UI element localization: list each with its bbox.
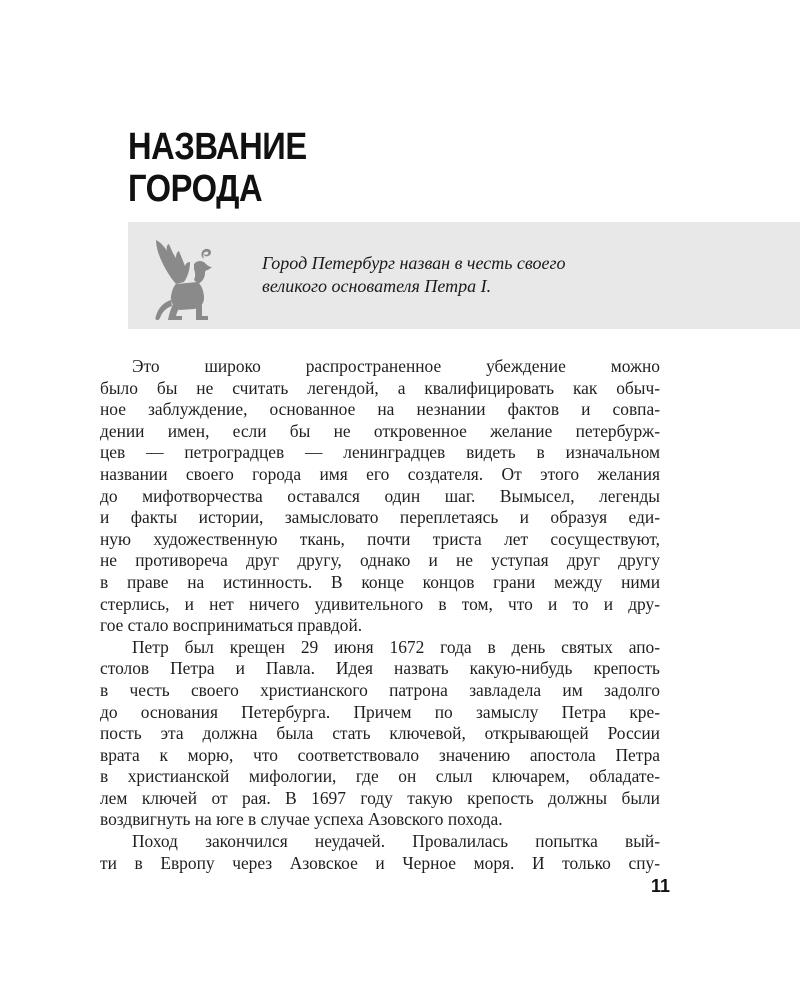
text-line: врата к морю, что соответствовало значению апостола Петра — [100, 744, 660, 765]
chapter-title-line: ГОРОДА — [128, 168, 263, 210]
text-line: пость эта должна была стать ключевой, открывающей России — [100, 723, 660, 744]
epigraph-line: великого основателя Петра I. — [262, 276, 492, 296]
text-line: дении имен, если бы не откровенное желание петербурж- — [100, 420, 660, 441]
text-line: Поход закончился неудачей. Провалилась попытка вый- — [132, 831, 660, 852]
text-line: в честь своего христианского патрона завладела им задолго — [100, 679, 660, 700]
text-line: было бы не считать легендой, а квалифицировать как обыч- — [100, 377, 660, 398]
body-text — [100, 356, 660, 874]
text-line: ти в Европу через Азовское и Черное моря. И только спу- — [100, 852, 660, 873]
chapter-title — [128, 126, 307, 210]
text-line: до мифотворчества оставался один шаг. Вымысел, легенды — [100, 485, 660, 506]
paragraph — [100, 831, 660, 874]
text-line: стерлись, и нет ничего удивительного в том, что и то и дру- — [100, 593, 660, 614]
epigraph-box — [128, 222, 800, 329]
text-line: не противореча друг другу, однако и не уступая друг другу — [100, 550, 660, 571]
griffin-icon — [150, 236, 228, 322]
text-line: в христианской мифологии, где он слыл ключарем, обладате- — [100, 766, 660, 787]
paragraph — [100, 637, 660, 831]
text-line: воздвигнуть на юге в случае успеха Азовского похода. — [100, 809, 503, 830]
text-line: и факты истории, замысловато переплетаясь и образуя еди- — [100, 507, 660, 528]
text-line: столов Петра и Павла. Идея назвать какую-нибудь крепость — [100, 658, 660, 679]
text-line: в праве на истинность. В конце концов грани между ними — [100, 571, 660, 592]
text-line: Петр был крещен 29 июня 1672 года в день святых апо- — [132, 636, 660, 657]
paragraph — [100, 356, 660, 637]
epigraph-line: Город Петербург назван в честь своего — [262, 253, 566, 273]
text-line: ное заблуждение, основанное на незнании фактов и совпа- — [100, 399, 660, 420]
epigraph-text — [262, 252, 672, 298]
text-line: цев — петроградцев — ленинградцев видеть в изначальном — [100, 442, 660, 463]
text-line: Это широко распространенное убеждение можно — [132, 356, 660, 376]
text-line: ную художественную ткань, почти триста лет сосуществуют, — [100, 528, 660, 549]
page-number: 11 — [650, 876, 670, 896]
chapter-title-line: НАЗВАНИЕ — [128, 126, 307, 168]
text-line: гое стало восприниматься правдой. — [100, 615, 363, 636]
text-line: до основания Петербурга. Причем по замыслу Петра кре- — [100, 701, 660, 722]
text-line: лем ключей от рая. В 1697 году такую крепость должны были — [100, 787, 660, 808]
text-line: названии своего города имя его создателя. От этого желания — [100, 463, 660, 484]
